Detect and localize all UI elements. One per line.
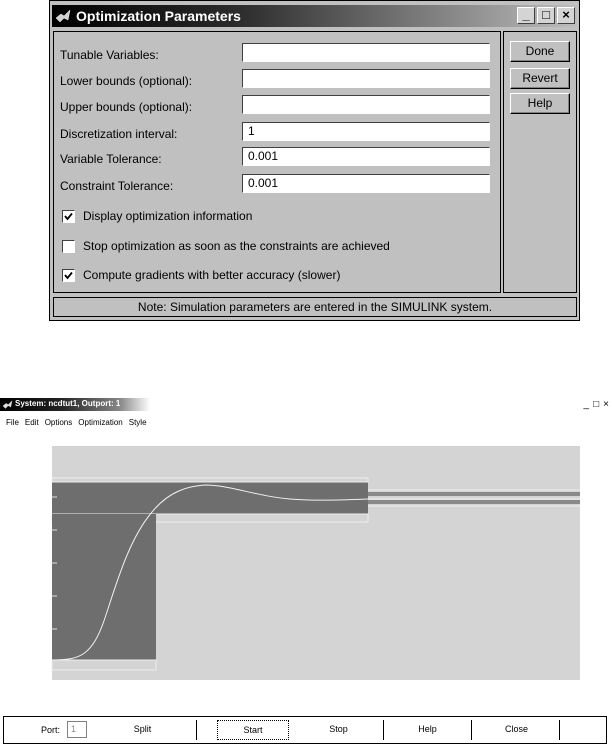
- menu-style[interactable]: Style: [128, 418, 147, 427]
- maximize-button[interactable]: [537, 7, 555, 24]
- checkmark-icon: [63, 211, 74, 222]
- display-info-row[interactable]: [62, 209, 252, 223]
- close-button[interactable]: [557, 7, 575, 24]
- stop-optimization-checkbox[interactable]: [62, 240, 75, 253]
- upper-bounds-input[interactable]: [242, 95, 490, 114]
- done-button[interactable]: Done: [510, 41, 570, 62]
- final-value-lower-constraint[interactable]: [368, 500, 580, 504]
- lower-bounds-input[interactable]: [242, 69, 490, 88]
- lower-bounds-label: Lower bounds (optional):: [60, 74, 193, 88]
- revert-button[interactable]: Revert: [510, 68, 570, 89]
- start-button[interactable]: Start: [217, 720, 289, 740]
- variable-tolerance-label: Variable Tolerance:: [60, 152, 162, 166]
- constraint-tolerance-input[interactable]: 0.001: [242, 174, 490, 193]
- matlab-logo-icon: [55, 8, 71, 24]
- parameters-panel: [53, 31, 501, 293]
- button-panel: [503, 31, 577, 293]
- menu-edit[interactable]: Edit: [24, 418, 39, 427]
- minimize-button[interactable]: [517, 7, 535, 24]
- window2-title: System: ncdtut1, Outport: 1: [15, 399, 121, 408]
- stop-button[interactable]: Stop: [294, 720, 384, 740]
- compute-gradients-row[interactable]: [62, 268, 340, 282]
- help-button-2[interactable]: Help: [384, 720, 472, 740]
- maximize-icon: □: [542, 7, 550, 22]
- note-text: Note: Simulation parameters are entered in the SIMULINK system.: [53, 297, 577, 317]
- help-button[interactable]: Help: [510, 93, 570, 114]
- stop-optimization-label: Stop optimization as soon as the constraints are achieved: [83, 239, 390, 253]
- checkmark-icon: [63, 270, 74, 281]
- response-plot: [0, 398, 613, 716]
- menu-optimization[interactable]: Optimization: [78, 418, 123, 427]
- menu-options[interactable]: Options: [44, 418, 73, 427]
- tunable-variables-input[interactable]: [242, 43, 490, 62]
- port-input[interactable]: 1: [67, 721, 87, 738]
- discretization-interval-label: Discretization interval:: [60, 127, 178, 141]
- discretization-interval-input[interactable]: 1: [242, 122, 490, 141]
- port-label: Port:: [41, 725, 61, 735]
- bottom-toolbar: [3, 716, 607, 744]
- display-info-label: Display optimization information: [83, 209, 253, 223]
- maximize-icon[interactable]: □: [593, 399, 600, 410]
- optimization-parameters-dialog: [49, 0, 580, 321]
- constraint-tolerance-label: Constraint Tolerance:: [60, 179, 174, 193]
- variable-tolerance-input[interactable]: 0.001: [242, 147, 490, 166]
- close-button-2[interactable]: Close: [474, 720, 560, 740]
- close-icon: ×: [562, 7, 570, 22]
- compute-gradients-label: Compute gradients with better accuracy (slower): [83, 268, 341, 282]
- split-button[interactable]: Split: [89, 720, 197, 740]
- final-value-upper-constraint[interactable]: [368, 492, 580, 496]
- rise-constraint-edge: [52, 660, 156, 670]
- minimize-icon[interactable]: _: [583, 399, 590, 410]
- close-icon[interactable]: ×: [603, 399, 609, 410]
- menu-file[interactable]: File: [6, 418, 19, 427]
- dialog-title: Optimization Parameters: [76, 8, 241, 24]
- upper-constraint-band[interactable]: [52, 482, 368, 514]
- stop-optimization-row[interactable]: [62, 239, 390, 253]
- upper-bounds-label: Upper bounds (optional):: [60, 100, 193, 114]
- dialog-titlebar[interactable]: [52, 5, 577, 27]
- tunable-variables-label: Tunable Variables:: [60, 48, 159, 62]
- display-info-checkbox[interactable]: [62, 210, 75, 223]
- rise-time-constraint[interactable]: [52, 514, 156, 660]
- compute-gradients-checkbox[interactable]: [62, 269, 75, 282]
- system-window: [0, 398, 613, 748]
- minimize-icon: _: [522, 7, 530, 22]
